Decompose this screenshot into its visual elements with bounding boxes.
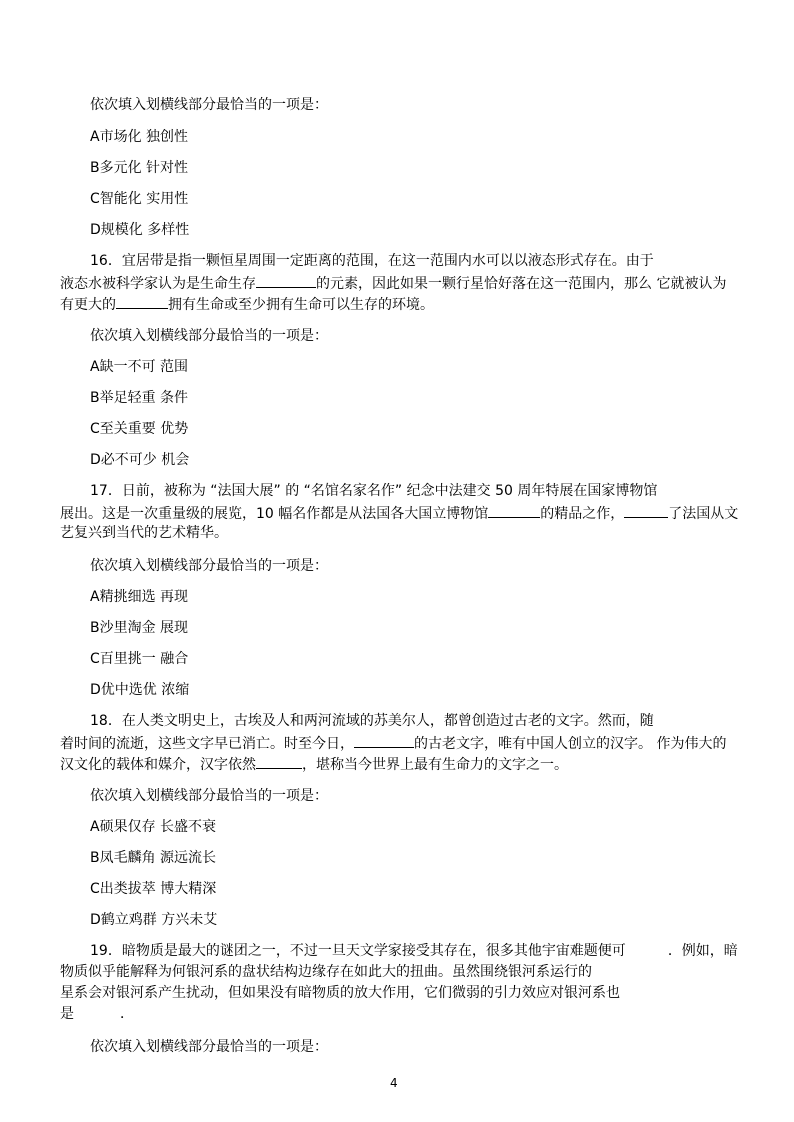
q18-stem-line2	[60, 733, 726, 753]
q18-option-b: B凤毛麟角 源远流长	[90, 850, 217, 866]
q15-option-a: A市场化 独创性	[90, 129, 189, 145]
q18-stem-line1: 18．在人类文明史上，古埃及人和两河流域的苏美尔人，都曾创造过古老的文字。然而，随	[90, 713, 654, 729]
q19-stem-line1	[90, 942, 738, 960]
q18-text: 着时间的流逝，这些文字早已消亡。时至今日，	[60, 736, 354, 752]
q16-stem-line2	[60, 273, 726, 293]
q16-stem-line3	[60, 294, 434, 314]
q17-stem-line3: 艺复兴到当代的艺术精华。	[60, 525, 228, 541]
q17-option-b: B沙里淘金 展现	[90, 620, 189, 636]
q15-option-c: C智能化 实用性	[90, 191, 189, 207]
q16-blank-1	[256, 273, 316, 288]
q16-text: 有更大的	[60, 297, 116, 313]
q17-option-d: D优中选优 浓缩	[90, 682, 190, 698]
q16-prompt: 依次填入划横线部分最恰当的一项是：	[90, 328, 328, 344]
q19-text: ．	[120, 1006, 134, 1022]
q17-stem-line2	[60, 503, 738, 523]
q16-text: 液态水被科学家认为是生命生存	[60, 276, 256, 292]
q18-prompt: 依次填入划横线部分最恰当的一项是：	[90, 788, 328, 804]
q17-text: 展出。这是一次重量级的展览，10 幅名作都是从法国各大国立博物馆	[60, 506, 489, 522]
q16-option-a: A缺一不可 范围	[90, 359, 189, 375]
q16-blank-2	[116, 294, 168, 309]
q18-text: 汉文化的载体和媒介，汉字依然	[60, 757, 256, 773]
q17-text: 了法国从文	[668, 506, 739, 522]
q18-option-c: C出类拔萃 博大精深	[90, 881, 217, 897]
q16-option-c: C至关重要 优势	[90, 421, 189, 437]
q18-blank-2	[256, 754, 302, 769]
q19-text: 是	[60, 1006, 74, 1022]
q17-stem-line1: 17．日前，被称为 “法国大展” 的 “名馆名家名作” 纪念中法建交 50 周年特展在国家博物馆	[90, 483, 658, 499]
q19-stem-line3: 星系会对银河系产生扰动，但如果没有暗物质的放大作用，它们微弱的引力效应对银河系也	[60, 985, 620, 1001]
q19-stem-line2: 物质似乎能解释为何银河系的盘状结构边缘存在如此大的扭曲。虽然围绕银河系运行的	[60, 964, 592, 980]
q15-option-b: B多元化 针对性	[90, 160, 189, 176]
q17-option-c: C百里挑一 融合	[90, 651, 189, 667]
q18-text: 的古老文字，唯有中国人创立的汉字。 作为伟大的	[414, 736, 727, 752]
q17-blank-2	[624, 503, 668, 518]
q19-text: ．例如，暗	[667, 943, 738, 959]
page-number: 4	[390, 1076, 398, 1090]
q16-text: 拥有生命或至少拥有生命可以生存的环境。	[168, 297, 434, 313]
q15-prompt: 依次填入划横线部分最恰当的一项是：	[90, 97, 328, 113]
q19-text: 19．暗物质是最大的谜团之一，不过一旦天文学家接受其存在，很多其他宇宙难题便可	[90, 943, 626, 959]
q18-option-a: A硕果仅存 长盛不衰	[90, 819, 217, 835]
q19-prompt: 依次填入划横线部分最恰当的一项是：	[90, 1039, 328, 1055]
q16-option-d: D必不可少 机会	[90, 452, 190, 468]
q17-prompt: 依次填入划横线部分最恰当的一项是：	[90, 558, 328, 574]
q17-blank-1	[488, 503, 540, 518]
q19-stem-line4	[60, 1005, 134, 1023]
q16-stem-line1: 16．宜居带是指一颗恒星周围一定距离的范围，在这一范围内水可以以液态形式存在。由于	[90, 253, 654, 269]
q18-option-d: D鹤立鸡群 方兴未艾	[90, 912, 218, 928]
q17-option-a: A精挑细选 再现	[90, 589, 189, 605]
q17-text: 的精品之作，	[540, 506, 625, 522]
q15-option-d: D规模化 多样性	[90, 222, 190, 238]
q18-blank-1	[354, 733, 414, 748]
q16-text: 的元素，因此如果一颗行星恰好落在这一范围内，那么 它就被认为	[316, 276, 727, 292]
q18-stem-line3	[60, 754, 568, 774]
q18-text: ，堪称当今世界上最有生命力的文字之一。	[302, 757, 568, 773]
q16-option-b: B举足轻重 条件	[90, 390, 189, 406]
